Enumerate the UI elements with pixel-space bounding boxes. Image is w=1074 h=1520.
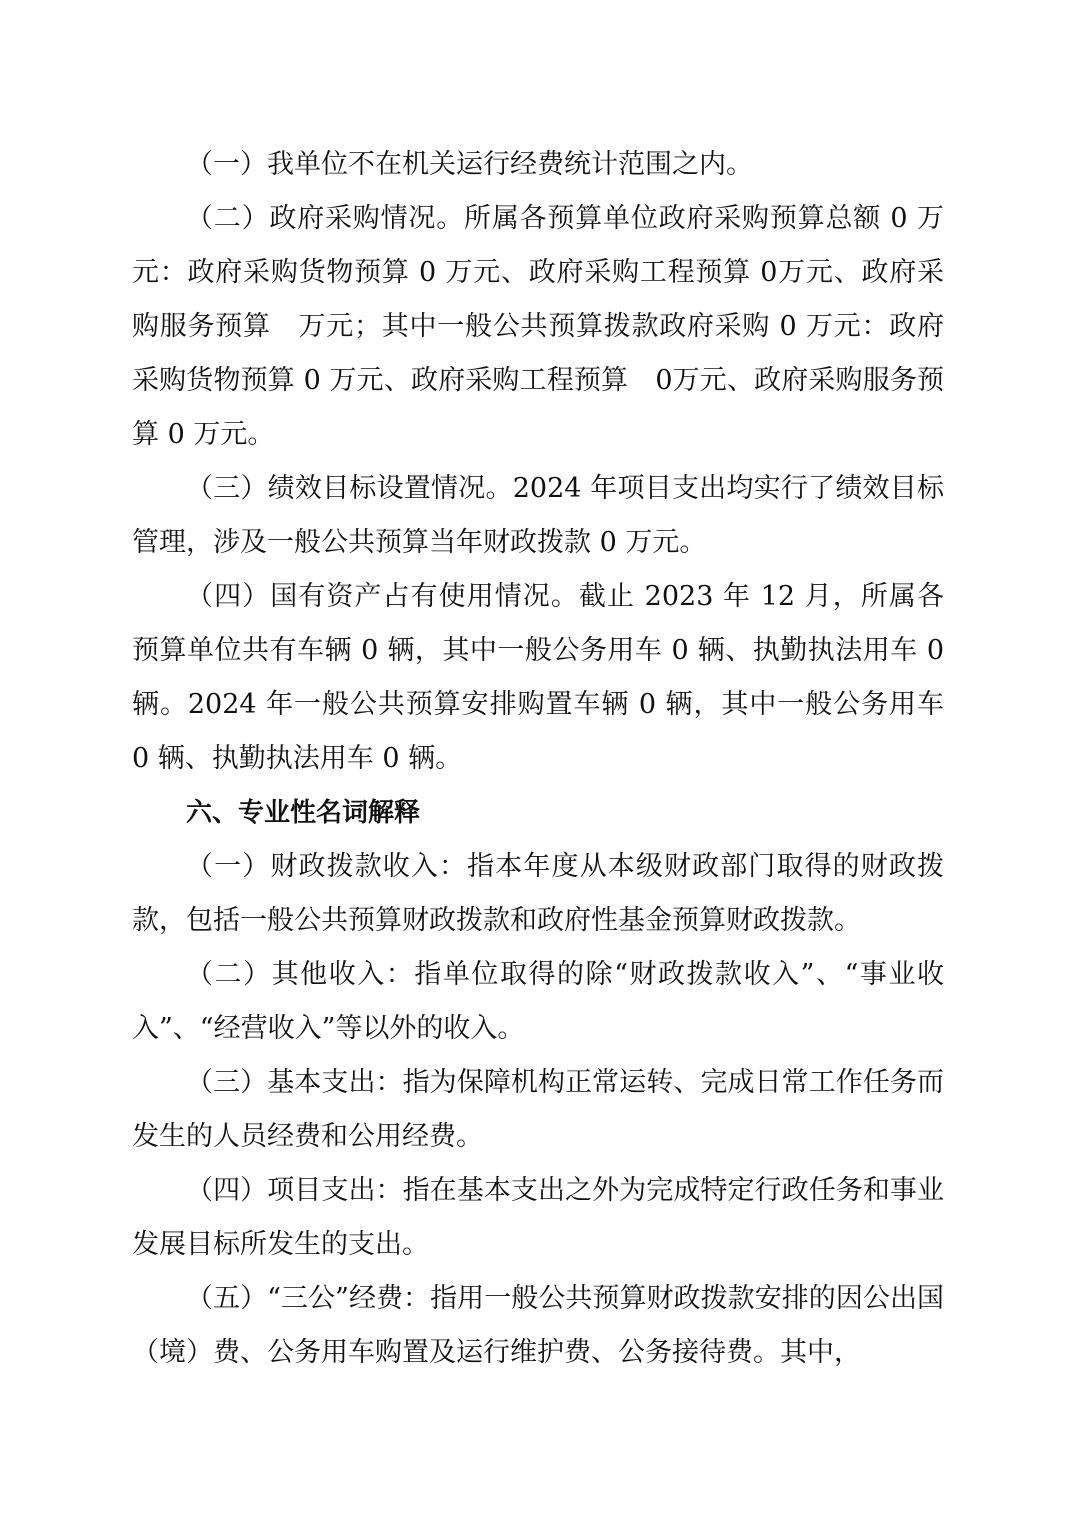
paragraph-admin-expenses: （一）我单位不在机关运行经费统计范围之内。 (186, 149, 753, 180)
paragraph-term-three-public-expenses: （五）“三公”经费：指用一般公共预算财政拨款安排的因公出国（境）费、公务用车购置及运行维护费、公务接待费。其中， (132, 1283, 944, 1368)
paragraph-performance-targets: （三）绩效目标设置情况。2024 年项目支出均实行了绩效目标管理，涉及一般公共预算当年财政拨款 0 万元。 (132, 473, 944, 558)
paragraph-government-procurement: （二）政府采购情况。所属各预算单位政府采购预算总额 0 万元：政府采购货物预算 0 万元、政府采购工程预算 0万元、政府采购服务预算 万元；其中一般公共预算拨款政府采购 0 万元：政府采购货物预算 0 万元、政府采购工程预算 0万元、政府采购服务预算 0 万元。 (132, 203, 944, 450)
paragraph-term-project-expenditure: （四）项目支出：指在基本支出之外为完成特定行政任务和事业发展目标所发生的支出。 (132, 1175, 944, 1260)
paragraph-term-basic-expenditure: （三）基本支出：指为保障机构正常运转、完成日常工作任务而发生的人员经费和公用经费。 (132, 1067, 944, 1152)
paragraph-term-other-income: （二）其他收入：指单位取得的除“财政拨款收入”、“事业收入”、“经营收入”等以外的收入。 (132, 959, 944, 1044)
document-body (132, 138, 944, 1380)
paragraph-term-fiscal-appropriation: （一）财政拨款收入：指本年度从本级财政部门取得的财政拨款，包括一般公共预算财政拨款和政府性基金预算财政拨款。 (132, 851, 944, 936)
section-heading-terms: 六、专业性名词解释 (186, 798, 421, 828)
paragraph-state-assets: （四）国有资产占有使用情况。截止 2023 年 12 月，所属各预算单位共有车辆 0 辆，其中一般公务用车 0 辆、执勤执法用车 0 辆。2024 年一般公共预算安排购置车辆 0 辆，其中一般公务用车 0 辆、执勤执法用车 0 辆。 (132, 581, 944, 774)
